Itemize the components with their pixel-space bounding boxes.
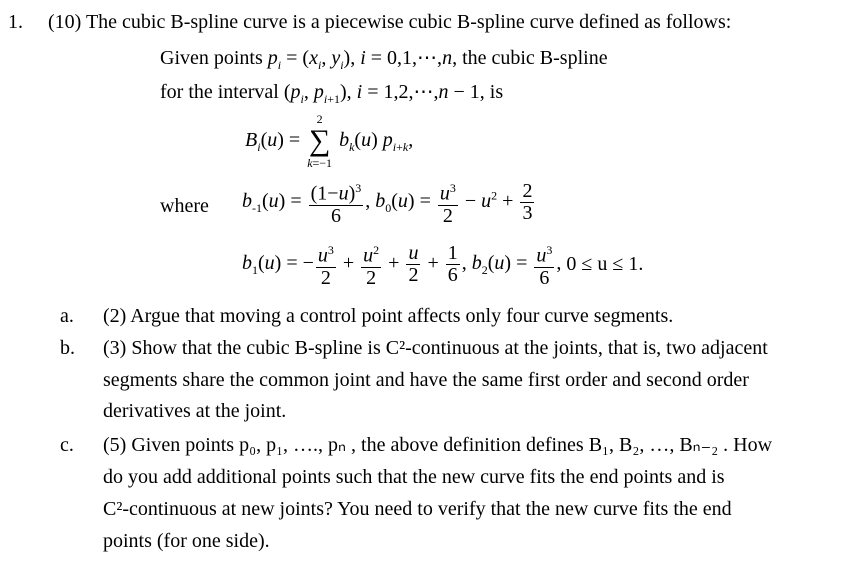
formula-b0: $b_0(u)$ = $\frac{u^3}{2}$ − $u^2$ + $\frac{2}{3}$ bbox=[375, 179, 533, 227]
fraction: $\frac{u^3}{2}$ bbox=[316, 240, 336, 289]
formula-b-minus1-b0-line bbox=[242, 178, 536, 227]
fraction: $\frac{1}{6}$ bbox=[447, 241, 458, 286]
interval-line bbox=[160, 80, 503, 111]
fraction: $\frac{u^2}{2}$ bbox=[361, 240, 381, 289]
problem-number: 1. bbox=[8, 11, 23, 33]
given-suffix: the cubic B-spline bbox=[457, 47, 608, 69]
formula-b-minus1: $b_{-1}(u)$ = $\frac{(1-u)^3}{6}$ , bbox=[242, 190, 370, 212]
part-b-text: derivatives at the joint. bbox=[103, 400, 287, 422]
part-c-text: C²-continuous at new joints? You need to verify that the new curve fits the end bbox=[103, 498, 732, 520]
formula-B: $B_i(u)$ = 2 ∑ k=−1 $b_k(u)$ $p_{i+k}$, bbox=[245, 112, 414, 170]
given-prefix: Given points bbox=[160, 47, 268, 69]
fraction: $\frac{u^3}{2}$ bbox=[438, 178, 458, 227]
part-a-label: a. bbox=[60, 305, 74, 327]
part-c-text: do you add additional points such that the new curve fits the end points and is bbox=[103, 466, 725, 488]
part-c-text: points (for one side). bbox=[103, 530, 270, 552]
fraction: $\frac{u}{2}$ bbox=[408, 241, 419, 286]
fraction: $\frac{u^3}{6}$ bbox=[534, 240, 554, 289]
summation-symbol: 2 ∑ k=−1 bbox=[307, 112, 333, 170]
part-c-label: c. bbox=[60, 434, 74, 456]
interval-math: ($p_i$, $p_{i+1}$), i = 1,2,⋯,n − 1, bbox=[283, 81, 485, 106]
part-b-text: (3) Show that the cubic B-spline is C²-continuous at the joints, that is, two adjacent bbox=[103, 337, 768, 359]
part-c-text: (5) Given points p₀, p₁, …., pₙ , the above definition defines B₁, B₂, …, Bₙ₋₂ . How bbox=[103, 434, 773, 456]
problem-intro: (10) The cubic B-spline curve is a piecewise cubic B-spline curve defined as follows: bbox=[48, 11, 732, 33]
given-line bbox=[160, 46, 608, 77]
interval-prefix: for the interval bbox=[160, 81, 284, 103]
range: 0 ≤ u ≤ 1. bbox=[566, 252, 644, 275]
interval-suffix: is bbox=[484, 81, 504, 103]
part-b-text: segments share the common joint and have the same first order and second order bbox=[103, 369, 749, 391]
formula-b1: $b_1(u)$ = − $\frac{u^3}{2}$ + $\frac{u^2}{2}$ + $\frac{u}{2}$ + $\frac{1}{6}$ , bbox=[242, 241, 467, 289]
fraction: $\frac{(1-u)^3}{6}$ bbox=[309, 178, 364, 227]
formula-b1-b2-line bbox=[242, 240, 643, 289]
formula-B-line bbox=[245, 112, 413, 170]
fraction: $\frac{2}{3}$ bbox=[522, 179, 533, 224]
part-b-label: b. bbox=[60, 337, 75, 359]
formula-b2: $b_2(u)$ = $\frac{u^3}{6}$ , bbox=[472, 252, 562, 274]
part-a-text: (2) Argue that moving a control point affects only four curve segments. bbox=[103, 305, 674, 327]
given-math: $p_i = (x_i$, $y_i$), i = 0,1,⋯,n, bbox=[267, 47, 458, 72]
where-label: where bbox=[160, 195, 209, 217]
